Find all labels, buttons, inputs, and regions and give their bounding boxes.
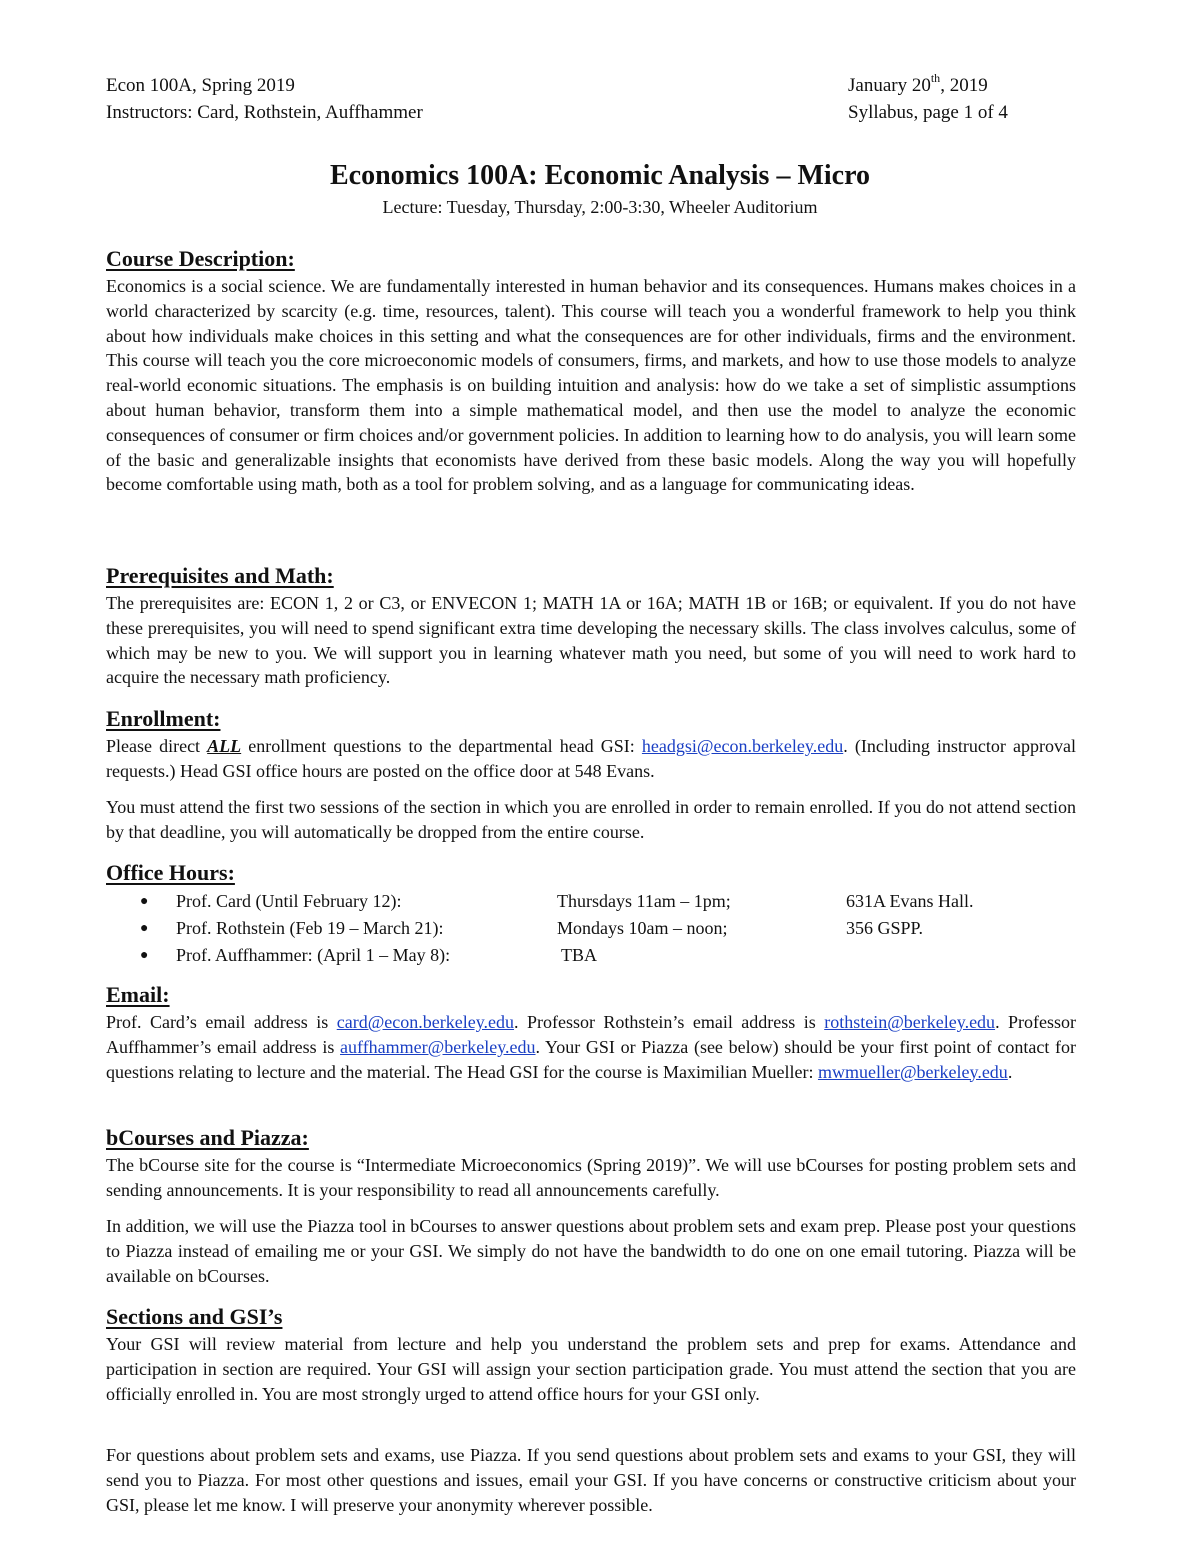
bullet-icon: ●: [140, 948, 149, 963]
office-hours-heading: Office Hours:: [106, 860, 235, 885]
bcourses-heading: bCourses and Piazza:: [106, 1125, 309, 1150]
email-paragraph: [106, 1010, 1076, 1084]
email-text-d: . Your GSI or Piazza (see below) should be your first point of contact for questions relating to lecture and the material. The Head GSI for the course is Maximilian Mueller:: [106, 1036, 1077, 1082]
office-hours-location: 356 GSPP.: [846, 918, 924, 938]
header-left: [106, 72, 423, 126]
email-heading: Email:: [106, 982, 170, 1007]
card-email-link[interactable]: card@econ.berkeley.edu: [336, 1012, 515, 1032]
email-text-a: Prof. Card’s email address is: [106, 1012, 337, 1032]
date-ordinal: th: [930, 70, 941, 85]
date-prefix: January 20: [848, 75, 931, 96]
email-text-e: .: [1007, 1061, 1013, 1082]
bullet-icon: ●: [140, 894, 149, 909]
prerequisites-heading: Prerequisites and Math:: [106, 563, 334, 588]
auffhammer-email-link[interactable]: auffhammer@berkeley.edu: [340, 1036, 536, 1057]
header-right: [848, 72, 1008, 126]
office-hours-time: Mondays 10am – noon;: [557, 918, 728, 938]
lecture-info: Lecture: Tuesday, Thursday, 2:00-3:30, Wheeler Auditorium: [382, 197, 818, 217]
email-text-c: . Professor Auffhammer’s email address is: [106, 1012, 1077, 1057]
enrollment-text-b: enrollment questions to the departmental head GSI:: [241, 736, 642, 756]
enrollment-text-a: Please direct: [106, 736, 208, 756]
prerequisites-text: The prerequisites are: ECON 1, 2 or C3, or ENVECON 1; MATH 1A or 16A; MATH 1B or 16B; or equivalent. If you do not have these prerequisites, you will need to spend significant extra time developing the necessary skills. The class involves calculus, some of which may be new to you. We will support you in learning whatever math you need, but some of you will need to work hard to acquire the necessary math proficiency.: [106, 593, 1076, 688]
sections-heading: Sections and GSI’s: [106, 1304, 283, 1329]
course-description-heading: Course Description:: [106, 246, 295, 271]
mueller-email-link[interactable]: mwmueller@berkeley.edu: [817, 1061, 1008, 1082]
email-text-b: . Professor Rothstein’s email address is: [514, 1012, 825, 1032]
office-hours-time: Thursdays 11am – 1pm;: [557, 891, 731, 911]
headgsi-email-link[interactable]: headgsi@econ.berkeley.edu: [641, 736, 844, 756]
sections-paragraph-1: Your GSI will review material from lecture and help you understand the problem sets and prep for exams. Attendance and participation in section are required. Your GSI will assign your section participation grade. You must attend the section that you are officially enrolled in. You are most strongly urged to attend office hours for your GSI only.: [106, 1334, 1076, 1404]
enrollment-paragraph-1: [106, 734, 1076, 784]
office-hours-person: Prof. Rothstein (Feb 19 – March 21):: [176, 918, 444, 938]
sections-paragraph-2: For questions about problem sets and exams, use Piazza. If you send questions about problem sets and exams to your GSI, they will send you to Piazza. For most other questions and issues, email your GSI. If you have concerns or constructive criticism about your GSI, please let me know. I will preserve your anonymity wherever possible.: [106, 1445, 1076, 1515]
rothstein-email-link[interactable]: rothstein@berkeley.edu: [824, 1012, 996, 1032]
bcourses-paragraph-2: In addition, we will use the Piazza tool in bCourses to answer questions about problem sets and exam prep. Please post your questions to Piazza instead of emailing me or your GSI. We simply do not have the bandwidth to do one on one email tutoring. Piazza will be available on bCourses.: [106, 1216, 1076, 1286]
document-title: Economics 100A: Economic Analysis – Micro: [329, 160, 870, 191]
course-description-text: Economics is a social science. We are fundamentally interested in human behavior and its consequences. Humans makes choices in a world characterized by scarcity (e.g. time, resources, talent). This course will teach you a wonderful framework to help you think about how individuals make choices in this setting and what the consequences are for other individuals, firms and the environment. This course will teach you the core microeconomic models of consumers, firms, and markets, and how to use those models to analyze real-world economic situations. The emphasis is on building intuition and analysis: how do we take a set of simplistic assumptions about human behavior, transform them into a simple mathematical model, and then use the model to analyze the economic consequences of consumer or firm choices and/or government policies. In addition to learning how to do analysis, you will learn some of the basic and generalizable insights that economists have derived from these basic models. Along the way you will hopefully become comfortable using math, both as a tool for problem solving, and as a language for communicating ideas.: [106, 276, 1076, 495]
bcourses-paragraph-1: The bCourse site for the course is “Intermediate Microeconomics (Spring 2019)”. We will use bCourses for posting problem sets and sending announcements. It is your responsibility to read all announcements carefully.: [106, 1155, 1076, 1200]
bullet-icon: ●: [140, 921, 149, 936]
office-hours-person: Prof. Auffhammer: (April 1 – May 8):: [176, 945, 451, 965]
office-hours-person: Prof. Card (Until February 12):: [176, 891, 402, 911]
enrollment-heading: Enrollment:: [106, 706, 221, 731]
enrollment-text-c: . (Including instructor approval requests.) Head GSI office hours are posted on the office door at 548 Evans.: [106, 736, 1076, 781]
enrollment-paragraph-2: You must attend the first two sessions of the section in which you are enrolled in order to remain enrolled. If you do not attend section by that deadline, you will automatically be dropped from the entire course.: [106, 797, 1076, 842]
enrollment-all-emphasis: ALL: [207, 736, 242, 756]
page-label: Syllabus, page 1 of 4: [848, 102, 1008, 123]
course-code: Econ 100A, Spring 2019: [106, 75, 295, 96]
date-suffix: , 2019: [940, 75, 988, 96]
office-hours-location: 631A Evans Hall.: [846, 891, 974, 911]
header-date: [848, 72, 1008, 99]
instructors: Instructors: Card, Rothstein, Auffhammer: [106, 102, 423, 123]
office-hours-time: TBA: [561, 945, 597, 965]
